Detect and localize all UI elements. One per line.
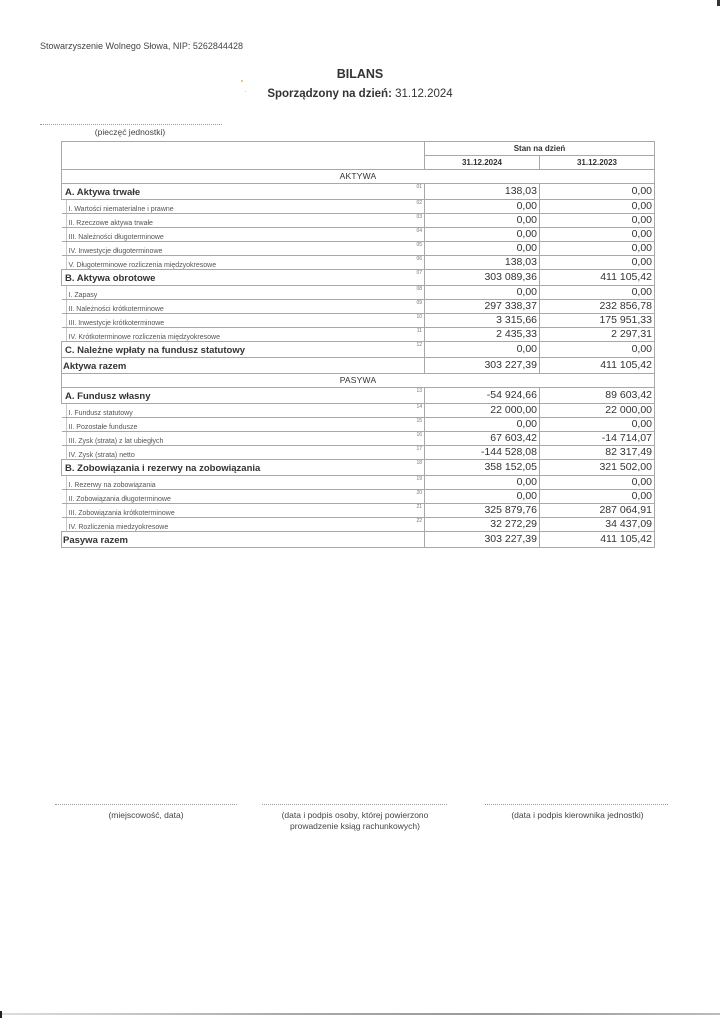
value-2024: 0,00 bbox=[425, 242, 540, 256]
value-2023: 175 951,33 bbox=[540, 314, 655, 328]
section-title-pasywa: PASYWA bbox=[62, 374, 655, 388]
subtitle-label: Sporządzony na dzień: bbox=[267, 88, 392, 100]
total-value-2024: 303 227,39 bbox=[425, 358, 540, 374]
row-label-cell bbox=[62, 242, 425, 256]
value-2024: 0,00 bbox=[425, 200, 540, 214]
row-label-wrap bbox=[66, 418, 425, 431]
row-number: 06 bbox=[416, 256, 422, 262]
row-number: 19 bbox=[416, 476, 422, 482]
row-label-cell bbox=[62, 460, 425, 476]
row-label-cell bbox=[62, 404, 425, 418]
row-label-wrap bbox=[66, 432, 425, 445]
line-item-row bbox=[62, 328, 655, 342]
line-item-row bbox=[62, 242, 655, 256]
row-number: 17 bbox=[416, 446, 422, 452]
row-label-cell bbox=[62, 228, 425, 242]
row-label-wrap bbox=[66, 490, 425, 503]
value-2024: 67 603,42 bbox=[425, 432, 540, 446]
line-item-row bbox=[62, 314, 655, 328]
balance-date: 31.12.2024 bbox=[395, 88, 453, 100]
total-value-2024: 303 227,39 bbox=[425, 532, 540, 548]
value-2023: 89 603,42 bbox=[540, 388, 655, 404]
section-row bbox=[62, 388, 655, 404]
value-2023: 232 856,78 bbox=[540, 300, 655, 314]
value-2024: -144 528,08 bbox=[425, 446, 540, 460]
caption-accountant bbox=[255, 810, 455, 832]
value-2024: 3 315,66 bbox=[425, 314, 540, 328]
line-item-row bbox=[62, 256, 655, 270]
row-number: 11 bbox=[416, 328, 422, 334]
row-label-wrap bbox=[66, 286, 425, 299]
value-2024: 138,03 bbox=[425, 184, 540, 200]
row-number: 04 bbox=[416, 228, 422, 234]
row-label-cell bbox=[62, 446, 425, 460]
value-2024: 297 338,37 bbox=[425, 300, 540, 314]
row-label: IV. Rozliczenia miedzyokresowe bbox=[68, 524, 169, 531]
row-label-cell bbox=[62, 328, 425, 342]
value-2023: 287 064,91 bbox=[540, 504, 655, 518]
row-label: I. Wartości niematerialne i prawne bbox=[68, 206, 174, 213]
caption-accountant-line2: prowadzenie ksiąg rachunkowych) bbox=[290, 821, 420, 831]
value-2023: 82 317,49 bbox=[540, 446, 655, 460]
section-row-aktywa bbox=[62, 170, 655, 184]
row-label-wrap bbox=[66, 256, 425, 269]
stamp-caption: (pieczęć jednostki) bbox=[94, 127, 166, 137]
total-row bbox=[62, 532, 655, 548]
row-label-wrap bbox=[66, 200, 425, 213]
total-row bbox=[62, 358, 655, 374]
row-label: IV. Zysk (strata) netto bbox=[68, 452, 135, 459]
section-title-aktywa: AKTYWA bbox=[62, 170, 655, 184]
row-label-wrap bbox=[66, 518, 425, 531]
row-label-wrap bbox=[66, 476, 425, 489]
value-2023: 0,00 bbox=[540, 490, 655, 504]
value-2023: 0,00 bbox=[540, 214, 655, 228]
value-2023: 0,00 bbox=[540, 342, 655, 358]
value-2023: 0,00 bbox=[540, 286, 655, 300]
row-number: 05 bbox=[416, 242, 422, 248]
value-2023: 0,00 bbox=[540, 200, 655, 214]
row-number: 08 bbox=[416, 286, 422, 292]
value-2024: 358 152,05 bbox=[425, 460, 540, 476]
row-label-cell bbox=[62, 300, 425, 314]
value-2024: 325 879,76 bbox=[425, 504, 540, 518]
line-item-row bbox=[62, 300, 655, 314]
row-label: C. Należne wpłaty na fundusz statutowy bbox=[65, 345, 245, 356]
row-label: IV. Krótkoterminowe rozliczenia międzyokresowe bbox=[68, 334, 220, 341]
value-2024: 0,00 bbox=[425, 476, 540, 490]
value-2023: 411 105,42 bbox=[540, 270, 655, 286]
line-item-row bbox=[62, 476, 655, 490]
row-label-wrap bbox=[62, 184, 140, 200]
row-number: 09 bbox=[416, 300, 422, 306]
row-label: A. Aktywa trwałe bbox=[65, 187, 141, 198]
row-number: 12 bbox=[416, 342, 422, 348]
value-2023: 0,00 bbox=[540, 184, 655, 200]
row-label: III. Zobowiązania krótkoterminowe bbox=[68, 510, 175, 517]
row-label-wrap bbox=[62, 342, 245, 358]
row-label-cell bbox=[62, 418, 425, 432]
row-label: II. Zobowiązania długoterminowe bbox=[68, 496, 171, 503]
row-number: 21 bbox=[416, 504, 422, 510]
section-row-pasywa bbox=[62, 374, 655, 388]
total-label-cell bbox=[62, 532, 425, 548]
line-item-row bbox=[62, 518, 655, 532]
signature-line-head bbox=[485, 804, 668, 805]
row-label-cell bbox=[62, 314, 425, 328]
row-label-wrap bbox=[66, 228, 425, 241]
value-2024: 0,00 bbox=[425, 214, 540, 228]
line-item-row bbox=[62, 200, 655, 214]
value-2024: 22 000,00 bbox=[425, 404, 540, 418]
document-title: BILANS bbox=[336, 67, 384, 81]
value-2024: 138,03 bbox=[425, 256, 540, 270]
row-label-wrap bbox=[66, 446, 425, 459]
row-label: III. Zysk (strata) z lat ubiegłych bbox=[68, 438, 164, 445]
total-value-2023: 411 105,42 bbox=[540, 532, 655, 548]
row-label-cell bbox=[62, 256, 425, 270]
line-item-row bbox=[62, 214, 655, 228]
section-row bbox=[62, 460, 655, 476]
value-2024: 0,00 bbox=[425, 490, 540, 504]
line-item-row bbox=[62, 490, 655, 504]
value-2024: 303 089,36 bbox=[425, 270, 540, 286]
row-number: 15 bbox=[416, 418, 422, 424]
line-item-row bbox=[62, 228, 655, 242]
header-2023: 31.12.2023 bbox=[540, 156, 655, 170]
organization-name: Stowarzyszenie Wolnego Słowa, NIP: 5262844428 bbox=[40, 41, 243, 51]
row-number: 13 bbox=[416, 388, 422, 394]
balance-sheet-table bbox=[61, 141, 655, 548]
row-label-wrap bbox=[66, 504, 425, 517]
value-2023: 321 502,00 bbox=[540, 460, 655, 476]
stamp-dotted-line bbox=[40, 124, 222, 125]
line-item-row bbox=[62, 432, 655, 446]
line-item-row bbox=[62, 446, 655, 460]
value-2024: -54 924,66 bbox=[425, 388, 540, 404]
row-label: III. Inwestycje krótkoterminowe bbox=[68, 320, 165, 327]
row-number: 14 bbox=[416, 404, 422, 410]
row-number: 03 bbox=[416, 214, 422, 220]
value-2023: 0,00 bbox=[540, 476, 655, 490]
row-label-wrap bbox=[66, 328, 425, 341]
document-subtitle bbox=[0, 88, 720, 100]
row-label-wrap bbox=[62, 388, 151, 404]
row-label-wrap bbox=[66, 242, 425, 255]
row-number: 02 bbox=[416, 200, 422, 206]
value-2023: -14 714,07 bbox=[540, 432, 655, 446]
section-row bbox=[62, 342, 655, 358]
row-label-cell bbox=[62, 286, 425, 300]
value-2023: 0,00 bbox=[540, 242, 655, 256]
line-item-row bbox=[62, 418, 655, 432]
row-label-wrap bbox=[66, 404, 425, 417]
scan-mark bbox=[0, 1011, 2, 1018]
row-label: I. Fundusz statutowy bbox=[68, 410, 133, 417]
row-number: 10 bbox=[416, 314, 422, 320]
row-label-cell bbox=[62, 214, 425, 228]
row-number: 07 bbox=[416, 270, 422, 276]
value-2023: 34 437,09 bbox=[540, 518, 655, 532]
row-label-cell bbox=[62, 270, 425, 286]
caption-place-date: (miejscowość, data) bbox=[108, 810, 184, 820]
row-label: III. Należności długoterminowe bbox=[68, 234, 164, 241]
row-label: A. Fundusz własny bbox=[65, 391, 151, 402]
total-label-cell bbox=[62, 358, 425, 374]
value-2024: 0,00 bbox=[425, 342, 540, 358]
section-row bbox=[62, 270, 655, 286]
header-row-group bbox=[62, 142, 655, 156]
row-label-cell bbox=[62, 504, 425, 518]
value-2024: 0,00 bbox=[425, 228, 540, 242]
value-2023: 0,00 bbox=[540, 256, 655, 270]
total-label: Pasywa razem bbox=[63, 535, 128, 546]
row-label: II. Należności krótkoterminowe bbox=[68, 306, 164, 313]
total-value-2023: 411 105,42 bbox=[540, 358, 655, 374]
row-label-cell bbox=[62, 490, 425, 504]
total-label: Aktywa razem bbox=[63, 361, 127, 372]
signature-line-place bbox=[55, 804, 237, 805]
row-label-wrap bbox=[66, 300, 425, 313]
row-label-cell bbox=[62, 476, 425, 490]
row-label-wrap bbox=[62, 270, 155, 286]
row-number: 20 bbox=[416, 490, 422, 496]
row-number: 22 bbox=[416, 518, 422, 524]
row-label-wrap bbox=[62, 460, 260, 476]
line-item-row bbox=[62, 504, 655, 518]
row-label: IV. Inwestycje długoterminowe bbox=[68, 248, 163, 255]
row-label-wrap bbox=[66, 214, 425, 227]
row-label-cell bbox=[62, 184, 425, 200]
signature-line-accountant bbox=[262, 804, 447, 805]
value-2023: 0,00 bbox=[540, 228, 655, 242]
row-label: II. Pozostałe fundusze bbox=[68, 424, 138, 431]
row-label: B. Aktywa obrotowe bbox=[65, 273, 156, 284]
header-group-cell: Stan na dzień bbox=[425, 142, 655, 156]
row-number: 16 bbox=[416, 432, 422, 438]
header-2024: 31.12.2024 bbox=[425, 156, 540, 170]
row-label: II. Rzeczowe aktywa trwałe bbox=[68, 220, 153, 227]
row-number: 18 bbox=[416, 460, 422, 466]
value-2024: 32 272,29 bbox=[425, 518, 540, 532]
value-2024: 0,00 bbox=[425, 286, 540, 300]
value-2024: 2 435,33 bbox=[425, 328, 540, 342]
row-label: I. Rezerwy na zobowiązania bbox=[68, 482, 156, 489]
header-blank-cell bbox=[62, 142, 425, 170]
row-label-cell bbox=[62, 342, 425, 358]
scan-edge bbox=[0, 1013, 720, 1015]
value-2023: 2 297,31 bbox=[540, 328, 655, 342]
line-item-row bbox=[62, 404, 655, 418]
row-label-cell bbox=[62, 432, 425, 446]
row-label-cell bbox=[62, 200, 425, 214]
row-number: 01 bbox=[416, 184, 422, 190]
caption-head: (data i podpis kierownika jednostki) bbox=[511, 810, 644, 820]
row-label-cell bbox=[62, 518, 425, 532]
row-label: B. Zobowiązania i rezerwy na zobowiązania bbox=[65, 463, 261, 474]
line-item-row bbox=[62, 286, 655, 300]
row-label: V. Długoterminowe rozliczenia międzyokresowe bbox=[68, 262, 217, 269]
row-label-wrap bbox=[66, 314, 425, 327]
row-label-cell bbox=[62, 388, 425, 404]
value-2024: 0,00 bbox=[425, 418, 540, 432]
row-label: I. Zapasy bbox=[68, 292, 98, 299]
value-2023: 22 000,00 bbox=[540, 404, 655, 418]
caption-accountant-line1: (data i podpis osoby, której powierzono bbox=[281, 810, 429, 820]
value-2023: 0,00 bbox=[540, 418, 655, 432]
section-row bbox=[62, 184, 655, 200]
